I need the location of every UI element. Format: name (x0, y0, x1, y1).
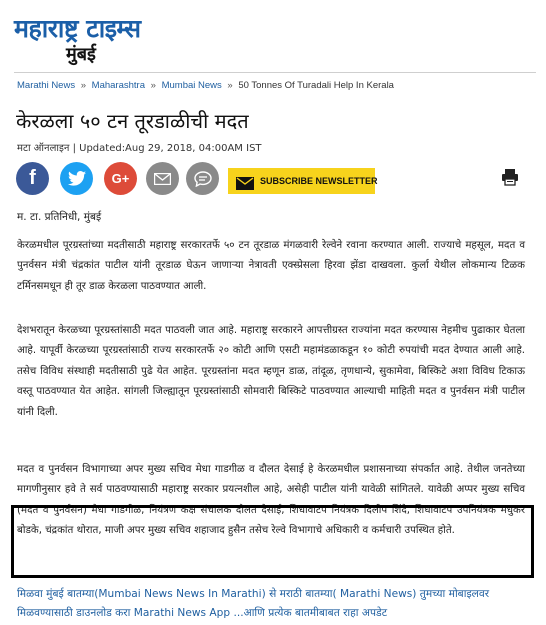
facebook-share-button[interactable] (16, 162, 49, 195)
facebook-icon: f (29, 167, 36, 189)
email-share-button[interactable] (146, 162, 179, 195)
twitter-icon (68, 171, 86, 186)
printer-icon (501, 168, 519, 186)
breadcrumb-item-marathi-news[interactable]: Marathi News (17, 80, 76, 91)
app-promo-text (17, 585, 537, 623)
breadcrumb-item-maharashtra[interactable]: Maharashtra (91, 80, 145, 91)
article-paragraph: मदत व पुनर्वसन विभागाच्या अपर मुख्य सचिव मेधा गाडगीळ व दौलत देसाई हे केरळमधील प्रशासनाच्या संपर्कात आहे. तेथील जनतेच्या मागणीनुसार हवे ते सर्व पाठवण्यासाठी महाराष्ट्र सरकार प्रयत्नशील आहे, असेही पाटील यांनी यावेळी सांगितले. यावेळी अप्पर मुख्य सचिव (मदत व पुनर्वसन) मेधा गाडगीळ, नियंत्रण कक्ष संचालक दौलत देसाई, शिधावाटप नियंत्रक दिलीप शिंदे, शिधावाटप उपनियंत्रक मधुकर बोडके, चंद्रकांत थोरात, माजी अपर मुख्य सचिव शहाजाद हुसैन तसेच रेल्वे विभागाचे अधिकारी व कर्मचारी उपस्थित होते. (17, 464, 525, 537)
breadcrumb-item-mumbai-news[interactable]: Mumbai News (161, 80, 222, 91)
site-logo-text: महाराष्ट्र टाइम्स (14, 14, 141, 43)
promo-tail-2: ...आणि प्रत्येक बातमीबाबत राहा अपडेट (233, 607, 388, 619)
site-logo[interactable] (14, 14, 154, 66)
comment-button[interactable] (186, 162, 219, 195)
subscribe-newsletter-label: SUBSCRIBE NEWSLETTER (260, 176, 378, 186)
article-paragraph: केरळमधील पूरग्रस्तांच्या मदतीसाठी महाराष्ट्र सरकारतर्फे ५० टन तूरडाळ मंगळवारी रेल्वेने रवाना करण्यात आली. राज्याचे महसूल, मदत व पुनर्वसन मंत्री चंद्रकांत पाटील यांनी तूरडाळ घेऊन जाणाऱ्या नेत्रावती एक्स्प्रेसला हिरवा झेंडा दाखवला. कुर्ला येथील लोकमान्य टिळक टर्मिनसमधून ही तूर डाळ केरळला पाठवण्यात आली. (17, 240, 525, 292)
promo-link-mumbai-news-en[interactable]: (Mumbai News News In Marathi) (94, 588, 266, 600)
article-title: केरळला ५० टन तूरडाळीची मदत (16, 109, 249, 133)
subscribe-newsletter-button[interactable] (228, 168, 378, 194)
breadcrumb-separator: » (80, 80, 87, 91)
comment-icon (194, 171, 212, 187)
article-meta: मटा ऑनलाइन | Updated:Aug 29, 2018, 04:00AM IST (17, 143, 262, 154)
breadcrumb-separator: » (227, 80, 233, 91)
header-divider (14, 72, 536, 73)
promo-prefix: मिळवा (17, 588, 43, 600)
promo-mid: से (269, 588, 277, 600)
edition-label: मुंबई (66, 44, 96, 65)
newsletter-envelope-icon (236, 175, 254, 188)
breadcrumb-current: 50 Tonnes Of Turadali Help In Kerala (238, 80, 394, 91)
googleplus-icon: G+ (111, 171, 130, 186)
article-byline: म. टा. प्रतिनिधी, मुंबई (17, 211, 102, 223)
print-button[interactable] (501, 168, 519, 186)
breadcrumb (17, 80, 394, 91)
googleplus-share-button[interactable] (104, 162, 137, 195)
promo-tail-1: तुमच्या मोबाइलवर मिळवण्यासाठी डाउनलोड करा (17, 588, 490, 619)
promo-link-marathi-news-en[interactable]: ( Marathi News) (332, 588, 417, 600)
breadcrumb-separator: » (150, 80, 156, 91)
email-icon (154, 173, 171, 185)
twitter-share-button[interactable] (60, 162, 93, 195)
promo-link-app[interactable]: Marathi News App (133, 607, 231, 619)
promo-link-mumbai-news[interactable]: मुंबई बातम्या (46, 588, 95, 600)
promo-link-marathi-news[interactable]: मराठी बातम्या (279, 588, 333, 600)
article-paragraph: देशभरातून केरळच्या पूरग्रस्तांसाठी मदत पाठवली जात आहे. महाराष्ट्र सरकारने आपत्तीग्रस्त राज्यांना मदत करण्यास नेहमीच पुढाकार घेतला आहे. यापूर्वी केरळच्या पूरग्रस्तांसाठी राज्य सरकारतर्फे २० कोटी आणि एसटी महामंडळाकडून १० कोटी रुपयांची मदत देण्यात आली आहे. तसेच विविध संस्थाही मदतीसाठी पुढे येत आहेत. पूरग्रस्तांना मदत म्हणून डाळ, तांदूळ, तृणधान्ये, सुकामेवा, बिस्किटे अशा विविध टिकाऊ वस्तू पाठवण्यात येत आहेत. सांगली जिल्ह्यातून पूरग्रस्तांसाठी सोमवारी बिस्किटे पाठवण्यात आल्याची माहिती मदत व पुनर्वसन मंत्री पाटील यांनी दिली. (17, 325, 525, 418)
